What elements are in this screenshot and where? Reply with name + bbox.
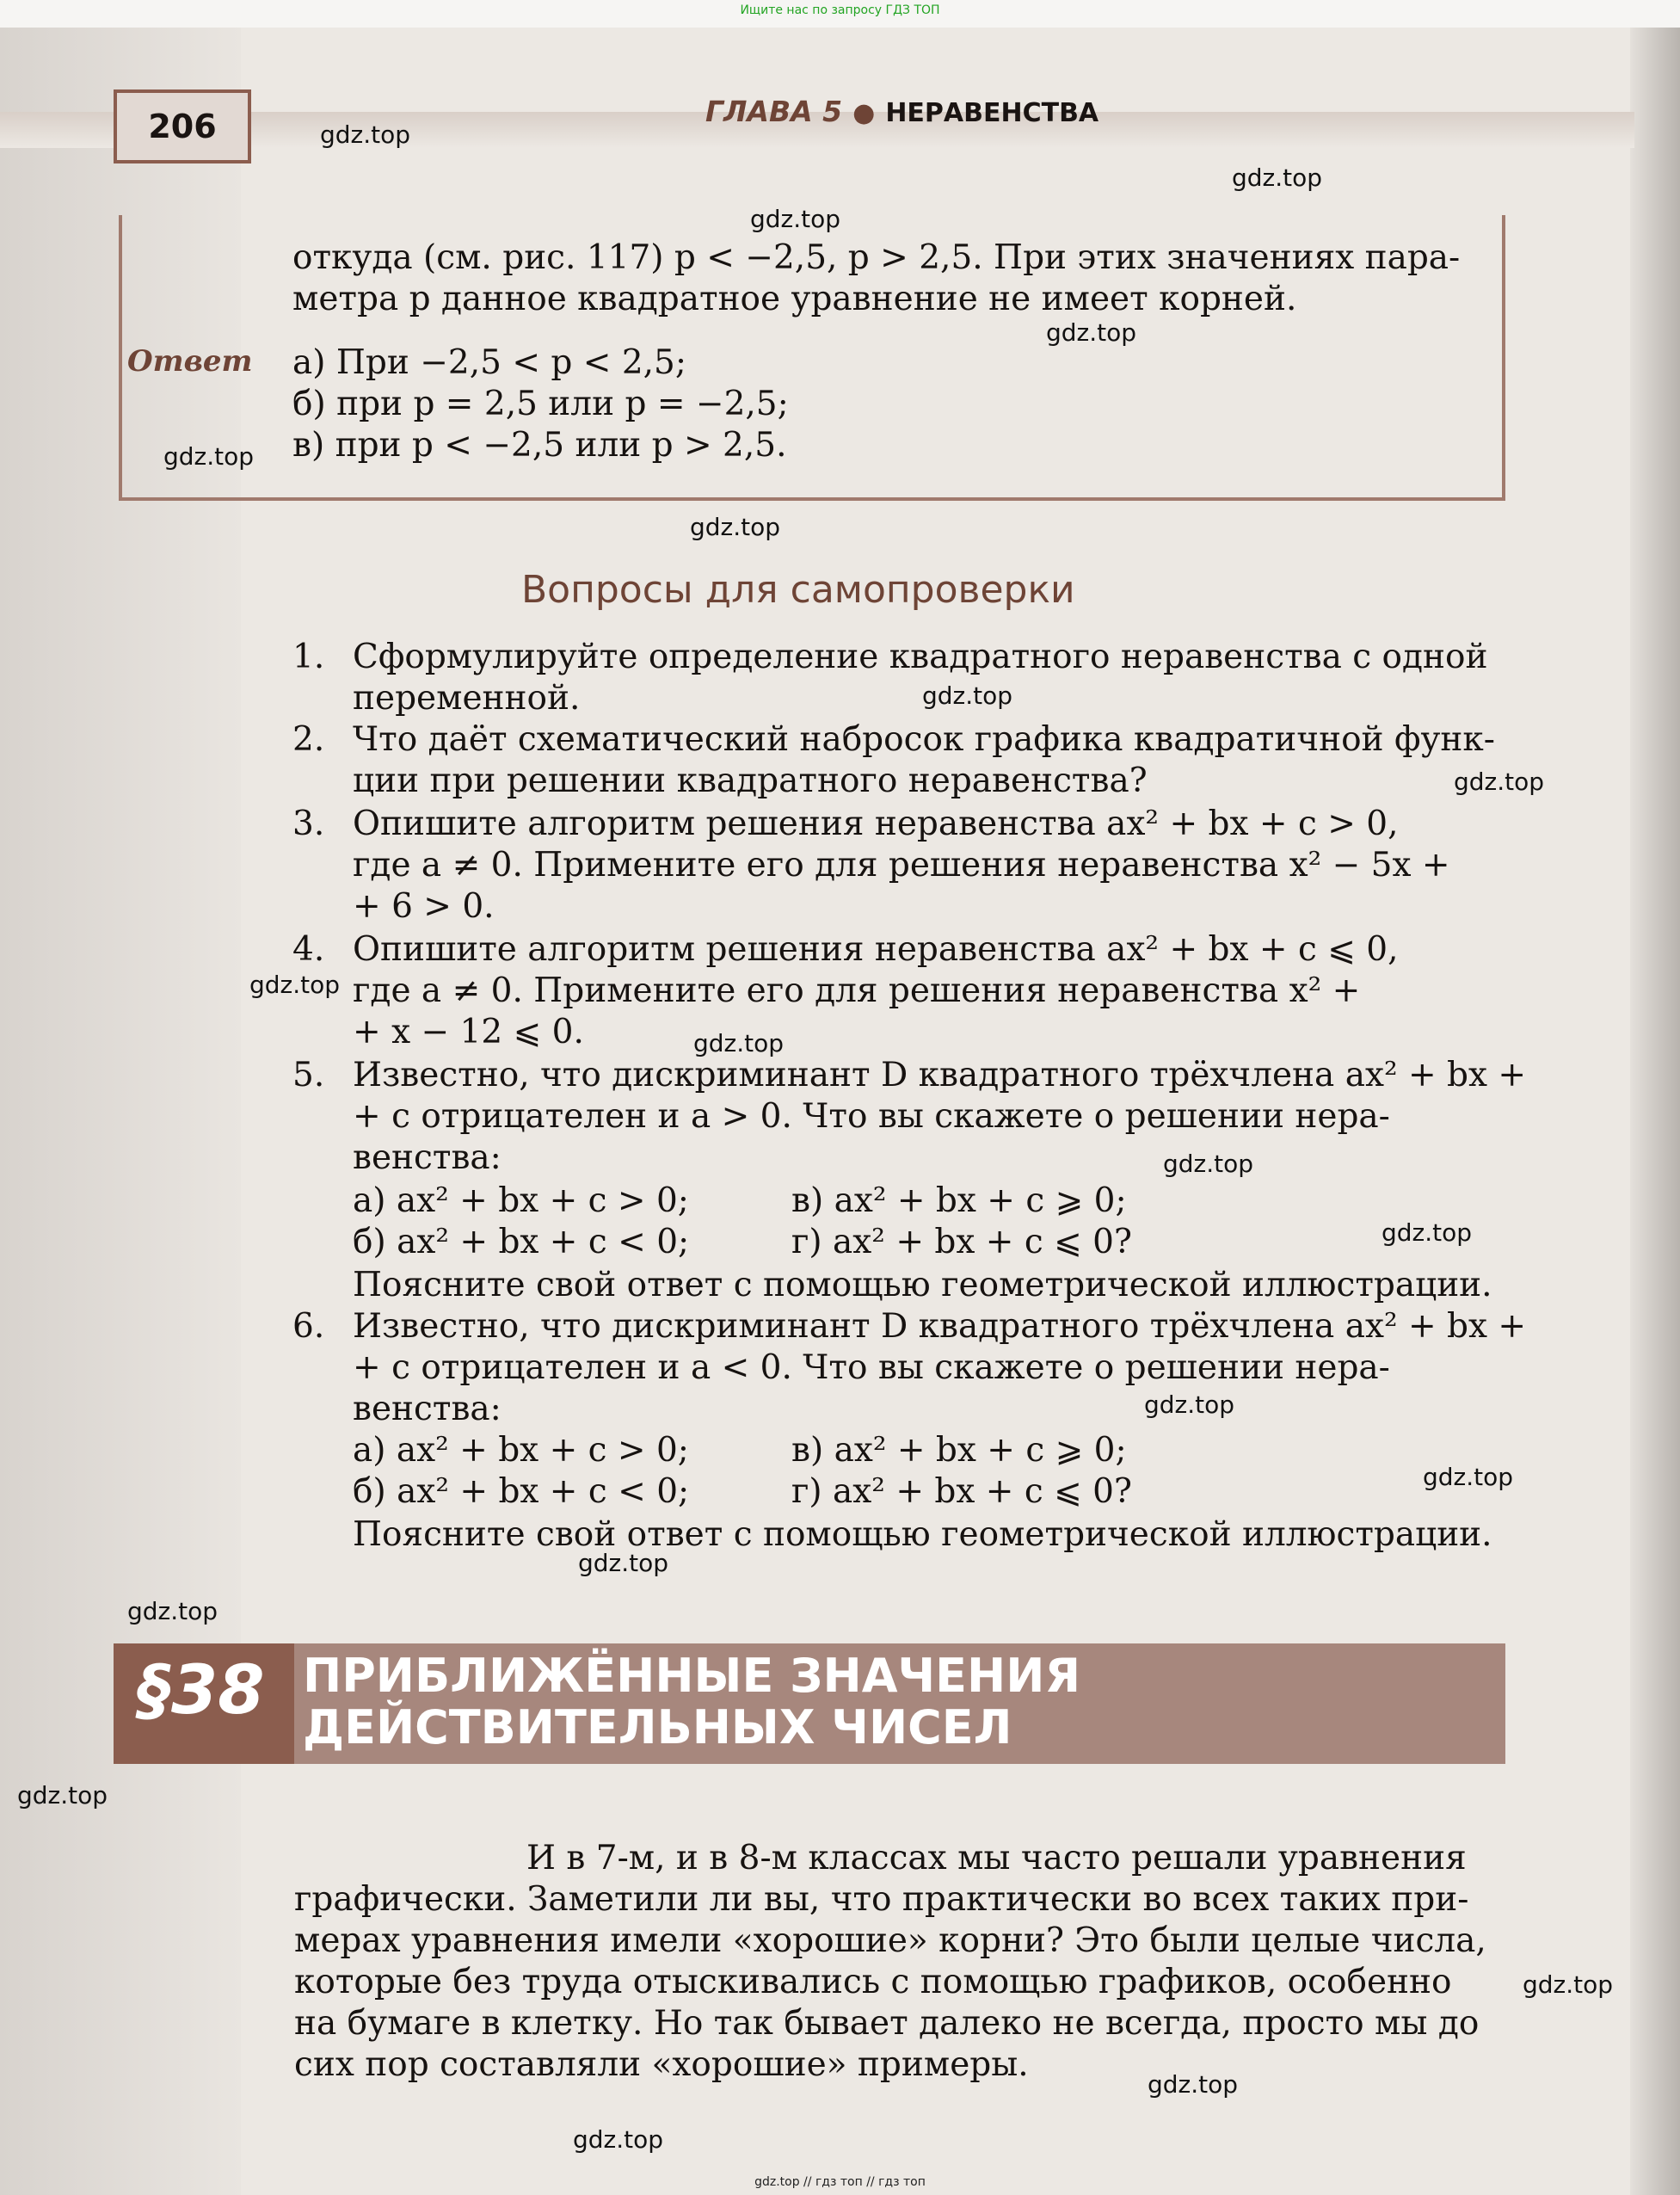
q5-option: в) ax² + bx + c ⩾ 0; xyxy=(791,1181,1127,1220)
question-text: венства: xyxy=(353,1390,502,1428)
section-title-line: ДЕЙСТВИТЕЛЬНЫХ ЧИСЕЛ xyxy=(303,1700,1012,1754)
watermark: gdz.top xyxy=(320,120,411,149)
watermark: gdz.top xyxy=(690,513,781,541)
chapter-label: ГЛАВА 5 xyxy=(705,95,843,128)
question-text: где a ≠ 0. Примените его для решения неравенства x² − 5x + xyxy=(353,846,1450,885)
q6-note: Поясните свой ответ с помощью геометрической иллюстрации. xyxy=(353,1515,1492,1554)
q5-note: Поясните свой ответ с помощью геометрической иллюстрации. xyxy=(353,1266,1492,1304)
watermark: gdz.top xyxy=(1523,1970,1614,1999)
watermark: gdz.top xyxy=(1454,768,1545,796)
body-paragraph-line: И в 7-м, и в 8-м классах мы часто решали уравнения xyxy=(526,1839,1467,1877)
watermark: gdz.top xyxy=(127,1597,218,1625)
question-text: где a ≠ 0. Примените его для решения неравенства x² + xyxy=(353,971,1361,1010)
right-page-edge xyxy=(1630,28,1680,2195)
q6-option: а) ax² + bx + c > 0; xyxy=(353,1431,689,1470)
watermark: gdz.top xyxy=(17,1781,108,1810)
section-number: §38 xyxy=(138,1652,265,1729)
watermark: gdz.top xyxy=(922,681,1013,710)
watermark: gdz.top xyxy=(1163,1150,1254,1178)
answer-item: б) при p = 2,5 или p = −2,5; xyxy=(292,385,789,423)
watermark: gdz.top xyxy=(1148,2070,1239,2099)
q5-option: а) ax² + bx + c > 0; xyxy=(353,1181,689,1220)
q6-option: в) ax² + bx + c ⩾ 0; xyxy=(791,1431,1127,1470)
q5-option: г) ax² + bx + c ⩽ 0? xyxy=(791,1223,1132,1261)
body-paragraph-line: графически. Заметили ли вы, что практически во всех таких при- xyxy=(294,1880,1469,1919)
watermark: gdz.top xyxy=(1046,318,1137,347)
question-text: Известно, что дискриминант D квадратного трёхчлена ax² + bx + xyxy=(353,1307,1527,1346)
question-number: 1. xyxy=(292,638,325,676)
question-text: Опишите алгоритм решения неравенства ax² + bx + c > 0, xyxy=(353,805,1399,843)
watermark: gdz.top xyxy=(573,2125,664,2154)
chapter-header xyxy=(705,95,1098,128)
section-title xyxy=(303,1650,1080,1754)
body-paragraph-line: сих пор составляли «хорошие» примеры. xyxy=(294,2045,1029,2084)
watermark: gdz.top xyxy=(1144,1390,1235,1419)
bullet-icon: ● xyxy=(852,98,876,128)
question-number: 4. xyxy=(292,930,325,969)
section-title-line: ПРИБЛИЖЁННЫЕ ЗНАЧЕНИЯ xyxy=(303,1649,1081,1703)
answer-intro-line: метра p данное квадратное уравнение не имеет корней. xyxy=(292,280,1297,318)
q6-option: г) ax² + bx + c ⩽ 0? xyxy=(791,1472,1132,1511)
question-text: + c отрицателен и a < 0. Что вы скажете о решении нера- xyxy=(353,1348,1390,1387)
question-text: переменной. xyxy=(353,679,581,718)
body-paragraph-line: которые без труда отыскивались с помощью графиков, особенно xyxy=(294,1963,1452,2001)
answer-intro-line: откуда (см. рис. 117) p < −2,5, p > 2,5. При этих значениях пара- xyxy=(292,238,1461,277)
question-text: Сформулируйте определение квадратного неравенства с одной xyxy=(353,638,1488,676)
top-note: Ищите нас по запросу ГДЗ ТОП xyxy=(740,3,940,17)
question-text: + x − 12 ⩽ 0. xyxy=(353,1013,584,1051)
q6-option: б) ax² + bx + c < 0; xyxy=(353,1472,690,1511)
q5-option: б) ax² + bx + c < 0; xyxy=(353,1223,690,1261)
bottom-note: gdz.top // гдз топ // гдз топ xyxy=(754,2175,926,2189)
question-number: 5. xyxy=(292,1056,325,1094)
question-number: 2. xyxy=(292,720,325,759)
page-number: 206 xyxy=(114,89,251,163)
question-text: ции при решении квадратного неравенства? xyxy=(353,761,1148,800)
answer-item: в) при p < −2,5 или p > 2,5. xyxy=(292,426,787,465)
watermark: gdz.top xyxy=(750,205,841,233)
watermark: gdz.top xyxy=(578,1549,669,1577)
watermark: gdz.top xyxy=(693,1029,785,1057)
answer-label: Ответ xyxy=(127,344,253,379)
watermark: gdz.top xyxy=(1423,1463,1514,1491)
watermark: gdz.top xyxy=(1382,1218,1473,1247)
chapter-title: НЕРАВЕНСТВА xyxy=(885,98,1099,128)
question-text: венства: xyxy=(353,1138,502,1177)
body-paragraph-line: мерах уравнения имели «хорошие» корни? Это были целые числа, xyxy=(294,1921,1486,1960)
question-text: Опишите алгоритм решения неравенства ax² + bx + c ⩽ 0, xyxy=(353,930,1399,969)
answer-item: а) При −2,5 < p < 2,5; xyxy=(292,343,687,382)
question-text: Что даёт схематический набросок графика квадратичной функ- xyxy=(353,720,1495,759)
question-text: + c отрицателен и a > 0. Что вы скажете о решении нера- xyxy=(353,1097,1390,1136)
watermark: gdz.top xyxy=(1232,163,1323,192)
body-paragraph-line: на бумаге в клетку. Но так бывает далеко не всегда, просто мы до xyxy=(294,2004,1480,2043)
question-text: Известно, что дискриминант D квадратного трёхчлена ax² + bx + xyxy=(353,1056,1527,1094)
watermark: gdz.top xyxy=(163,442,255,471)
questions-title: Вопросы для самопроверки xyxy=(521,568,1075,612)
question-text: + 6 > 0. xyxy=(353,887,495,926)
watermark: gdz.top xyxy=(249,971,341,999)
question-number: 3. xyxy=(292,805,325,843)
question-number: 6. xyxy=(292,1307,325,1346)
